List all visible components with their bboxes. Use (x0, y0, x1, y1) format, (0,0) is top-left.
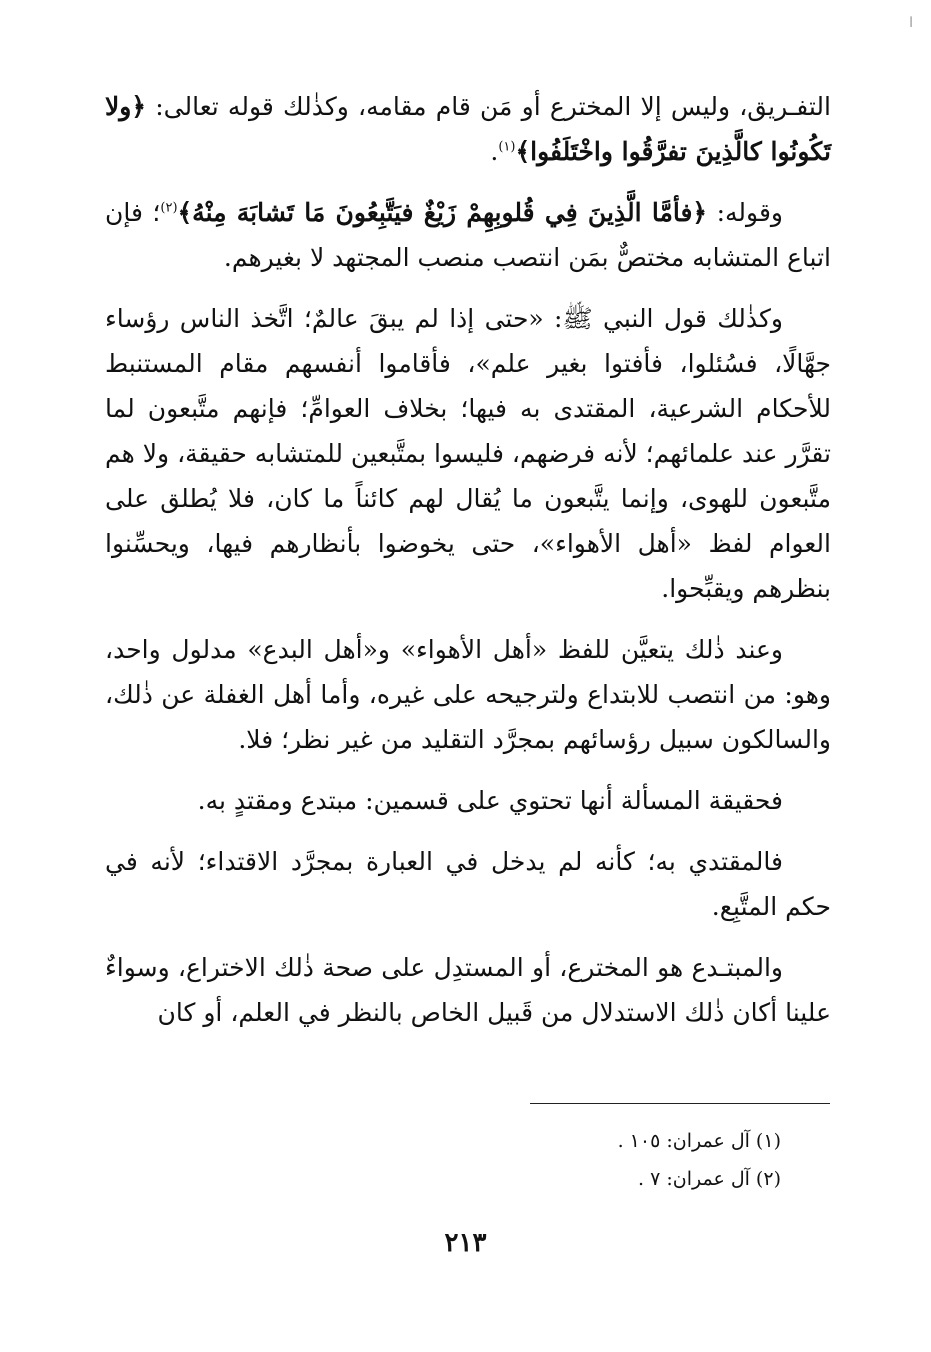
paragraph-4: وعند ذٰلك يتعيَّن للفظ «أهل الأهواء» و«أهل البدع» مدلول واحد، وهو: من انتصب للابتداع ولترجيحه على غيره، وأما أهل الغفلة عن ذٰلك، والسالكون سبيل رؤسائهم بمجرَّد التقليد من غير نظر؛ فلا. (105, 635, 831, 754)
footnote-2: (٢) آل عمران: ٧ . (637, 1168, 781, 1190)
paragraph-1-end: . (490, 137, 499, 166)
corner-mark: ا (909, 15, 913, 31)
page-number: ٢١٣ (444, 1228, 487, 1258)
footnotes (381, 1122, 781, 1198)
paragraph-5: فحقيقة المسألة أنها تحتوي على قسمين: مبتدع ومقتدٍ به. (197, 786, 783, 815)
body-text (105, 84, 831, 1045)
paragraph-7: والمبتـدع هو المخترع، أو المستدِل على صحة ذٰلك الاختراع، وسواءٌ علينا أكان ذٰلك الاستدلال من قَبيل الخاص بالنظر في العلم، أو كان (105, 953, 831, 1027)
paragraph-6: فالمقتدي به؛ كأنه لم يدخل في العبارة بمجرَّد الاقتداء؛ لأنه في حكم المتَّبِع. (105, 847, 831, 921)
footnote-divider (530, 1103, 830, 1104)
paragraph-1 (105, 84, 831, 174)
paragraph-2-text: وقوله: (707, 198, 783, 227)
footnote-1: (١) آل عمران: ١٠٥ . (617, 1130, 781, 1152)
paragraph-2 (105, 190, 831, 280)
footnote-ref-2: (٢) (160, 200, 178, 216)
quran-verse-1: ﴿ولا تَكُونُوا كالَّذِينَ تفرَّقُوا واخْتَلَفُوا﴾ (105, 92, 831, 166)
paragraph-2-end: ؛ فإن اتباع المتشابه مختصٌّ بمَن انتصب منصب المجتهد لا بغيرهم. (105, 198, 831, 272)
paragraph-1-text: التفـريق، وليس إلا المخترع أو مَن قام مقامه، وكذٰلك قوله تعالى: (145, 92, 831, 121)
quran-verse-2: ﴿فأمَّا الَّذِينَ فِي قُلوبِهِمْ زَيْغٌ فيَتَّبِعُونَ مَا تَشابَهَ مِنْهُ﴾ (177, 198, 708, 227)
paragraph-3: وكذٰلك قول النبي ﷺ: «حتى إذا لم يبقَ عالمٌ؛ اتَّخذ الناس رؤساء جهَّالًا، فسُئلوا، فأفتوا بغير علم»، فأقاموا أنفسهم مقام المستنبط للأحكام الشرعية، المقتدى به فيها؛ بخلاف العوامِّ؛ فإنهم متَّبعون لما تقرَّر عند علمائهم؛ لأنه فرضهم، فليسوا بمتَّبعين للمتشابه حقيقة، ولا هم متَّبعون للهوى، وإنما يتَّبعون ما يُقال لهم كائناً ما كان، فلا يُطلق على العوام لفظ «أهل الأهواء»، حتى يخوضوا بأنظارهم فيها، ويحسِّنوا بنظرهم ويقبِّحوا. (105, 304, 831, 603)
footnote-ref-1: (١) (498, 139, 516, 155)
